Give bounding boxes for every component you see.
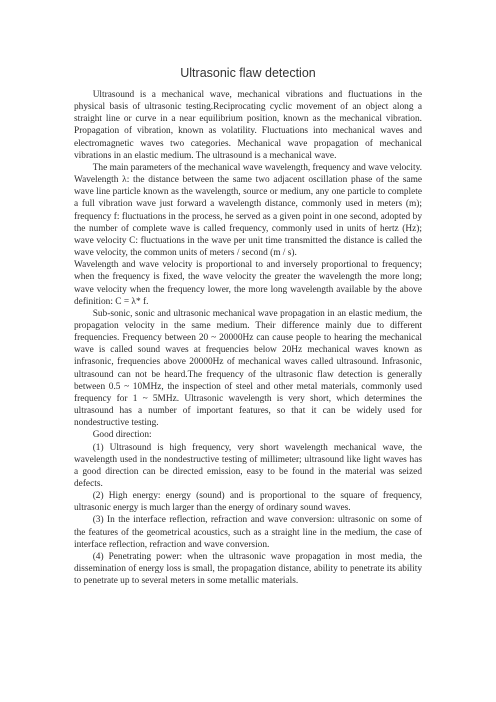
paragraph: (1) Ultrasound is high frequency, very short wavelength mechanical wave, the wavelength used in the nondestructive testing of millimeter; ultrasound like light waves has a good direction can be directed emission, easy to be found in the material was seized defects.	[74, 442, 422, 489]
paragraph: (3) In the interface reflection, refraction and wave conversion: ultrasonic on some of the features of the geometrical acoustics, such as a straight line in the medium, the case of interface reflection, refraction and wave conversion.	[74, 515, 422, 550]
paragraph: Wavelength and wave velocity is proportional to and inversely proportional to frequency; when the frequency is fixed, the wave velocity the greater the wavelength the more long; wave velocity when the frequency lower, the more long wavelength available by the above definition: C = λ* f.	[74, 260, 422, 307]
paragraph: The main parameters of the mechanical wave wavelength, frequency and wave velocity. Wavelength λ: the distance between the same two adjacent oscillation phase of the same wave line particle known as the wavelength, source or medium, any one particle to complete a full vibration wave just forward a wavelength distance, commonly used in meters (m); frequency f: fluctuations in the process, he served as a given point in one second, adopted by the number of complete wave is called frequency, commonly used in units of hertz (Hz); wave velocity C: fluctuations in the wave per unit time transmitted the distance is called the wave velocity, the common units of meters / second (m / s).	[74, 162, 422, 259]
document-title: Ultrasonic flaw detection	[180, 66, 316, 80]
paragraph: (4) Penetrating power: when the ultrasonic wave propagation in most media, the dissemination of energy loss is small, the propagation distance, ability to penetrate its ability to penetrate up to several meters in some metallic materials.	[74, 551, 422, 587]
paragraph: Ultrasound is a mechanical wave, mechanical vibrations and fluctuations in the physical basis of ultrasonic testing.Reciprocating cyclic movement of an object along a straight line or curve in a near equilibrium position, known as the mechanical vibration. Propagation of vibration, known as volatility. Fluctuations into mechanical waves and electromagnetic waves two categories. Mechanical wave propagation of mechanical vibrations in an elastic medium. The ultrasound is a mechanical wave.	[74, 90, 422, 161]
paragraph: Sub-sonic, sonic and ultrasonic mechanical wave propagation in an elastic medium, the propagation velocity in the same medium. Their difference mainly due to different frequencies. Frequency between 20 ~ 20000Hz can cause people to hearing the mechanical wave is called sound waves at frequencies below 20Hz mechanical waves known as infrasonic, frequencies above 20000Hz of mechanical waves called ultrasound. Infrasonic, ultrasound can not be heard.The frequency of the ultrasonic flaw detection is generally between 0.5 ~ 10MHz, the inspection of steel and other metal materials, commonly used frequency for 1 ~ 5MHz. Ultrasonic wavelength is very short, which determines the ultrasound has a number of important features, so that it can be widely used for nondestructive testing.	[74, 308, 422, 429]
document-body	[74, 89, 422, 587]
paragraph: Good direction:	[92, 430, 152, 441]
paragraph: (2) High energy: energy (sound) and is proportional to the square of frequency, ultrasonic energy is much larger than the energy of ordinary sound waves.	[74, 491, 422, 514]
